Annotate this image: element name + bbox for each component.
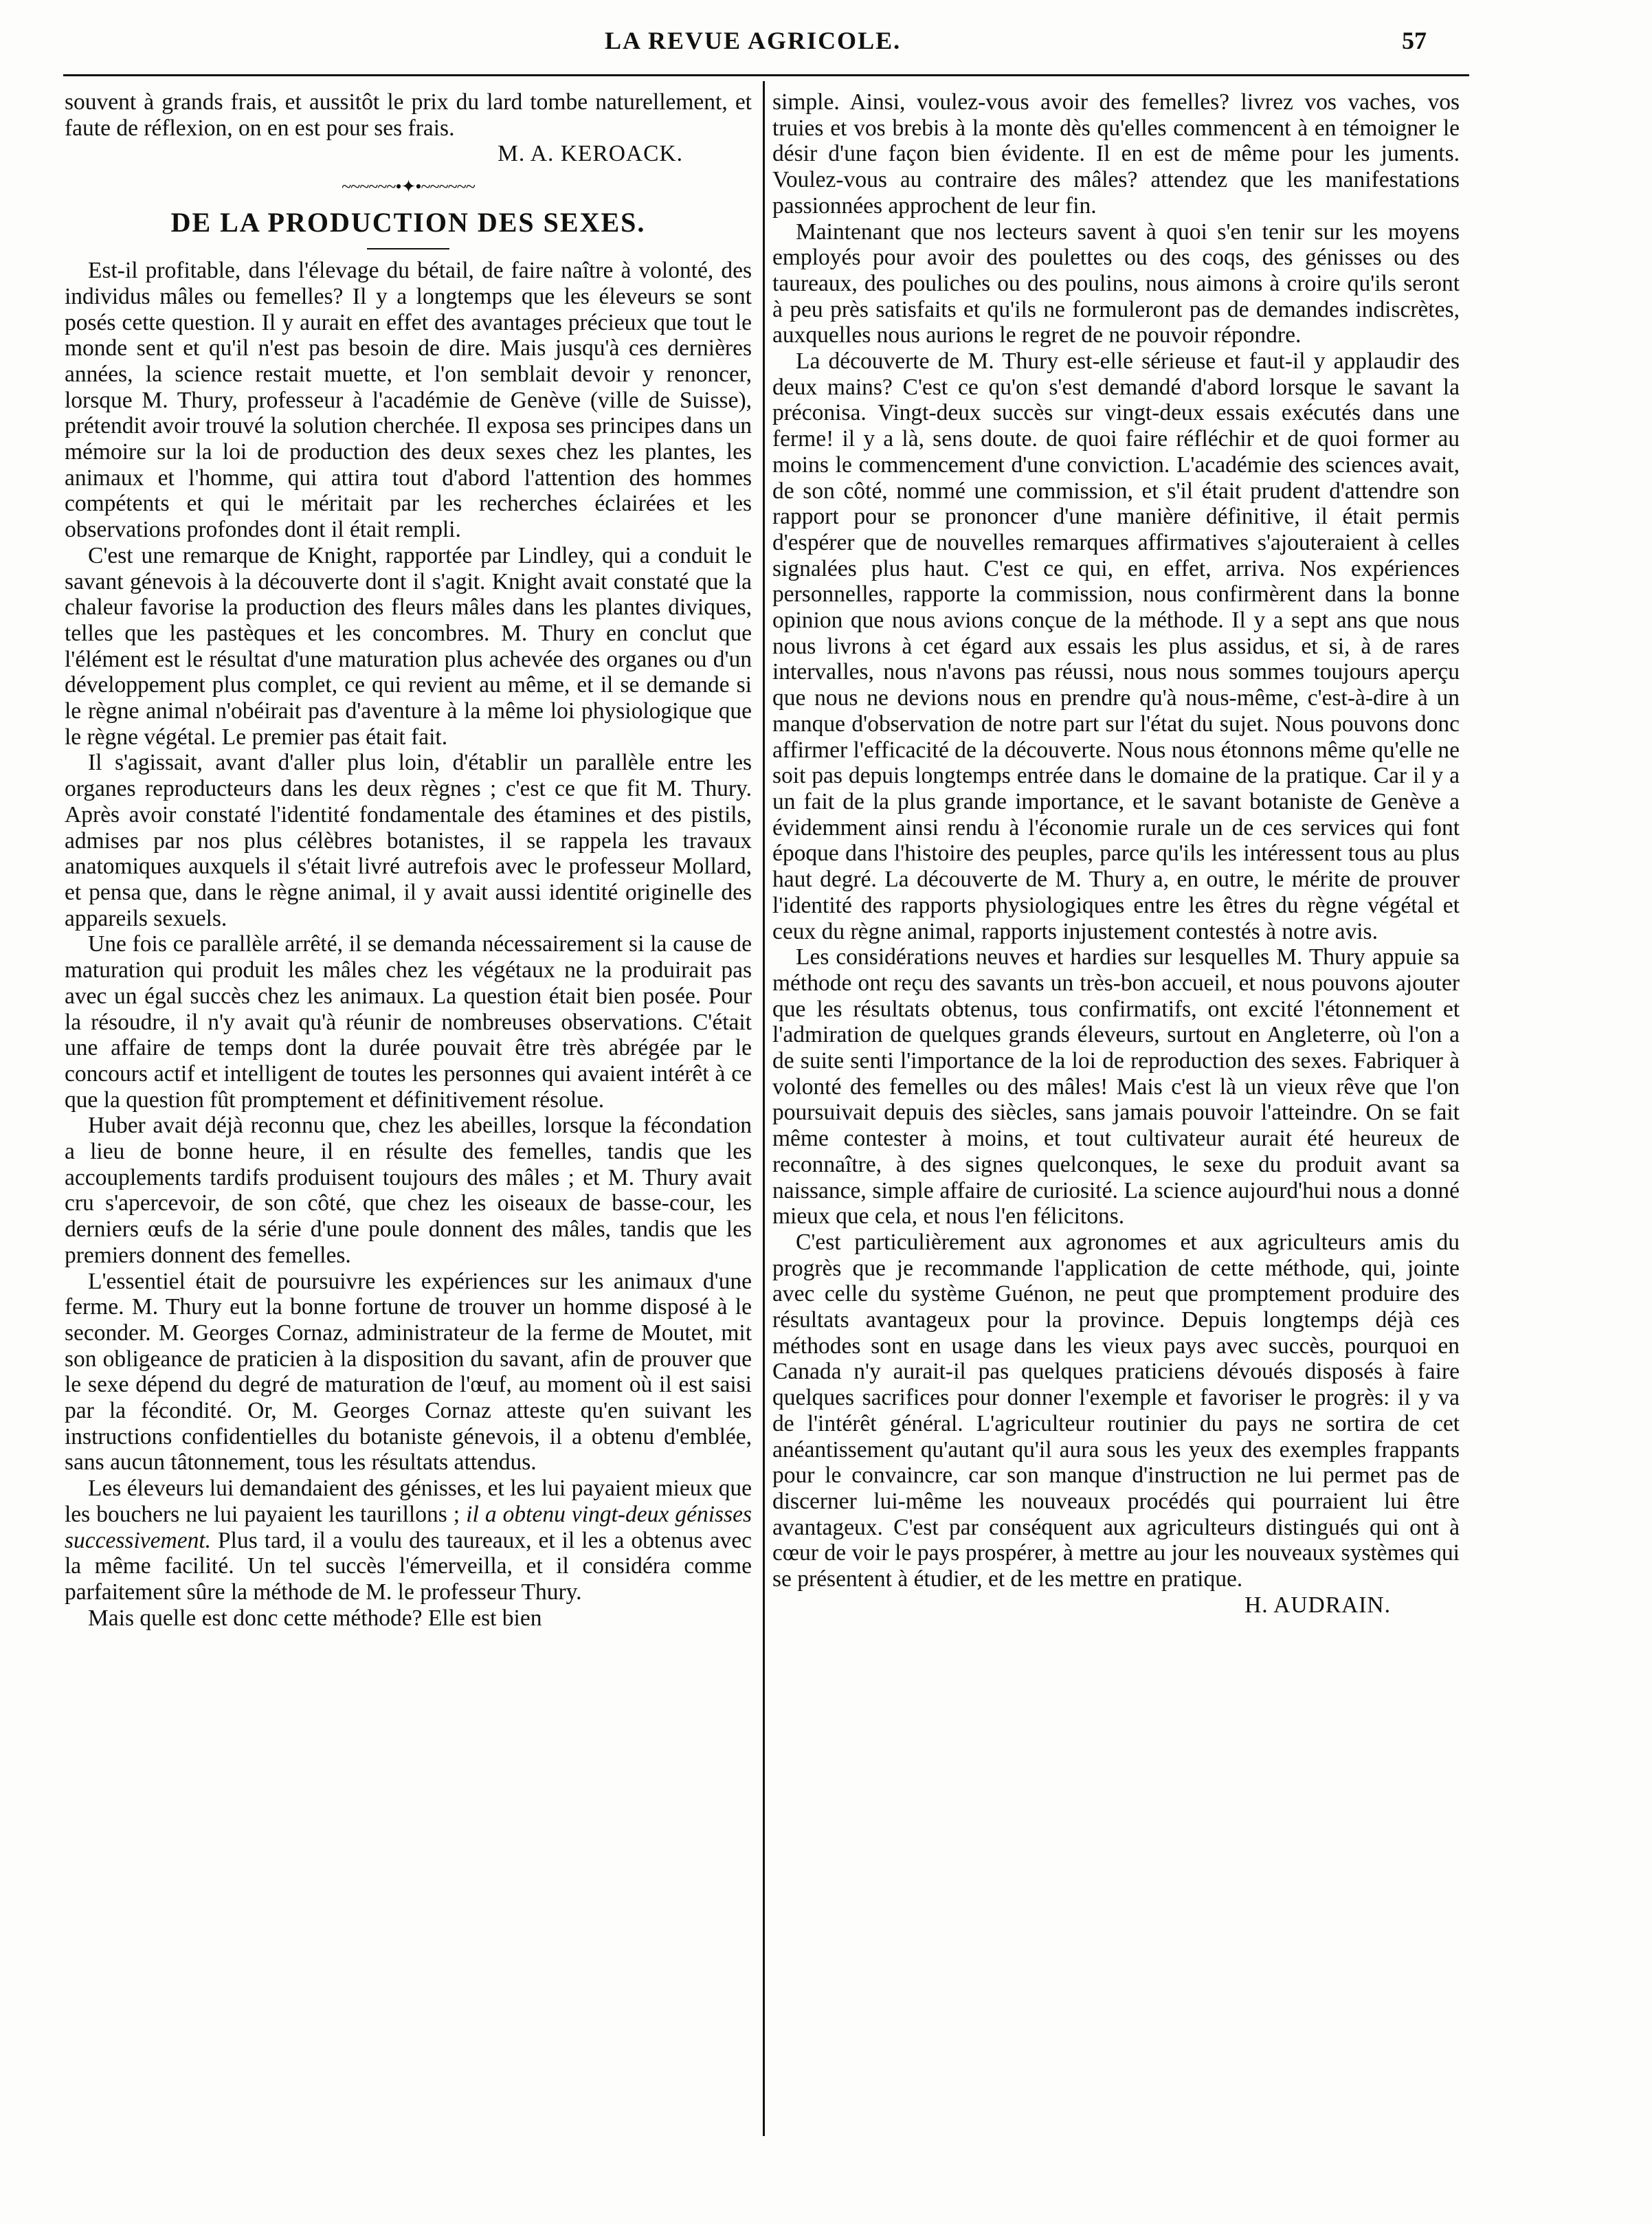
article-paragraph: Est-il profitable, dans l'élevage du bétail, de faire naître à volonté, des individus mâles ou femelles? Il y a longtemps que les éleveurs se sont posés cette question. Il y aurait en effet des avantages précieux que tout le monde sent et qu'il n'est pas besoin de dire. Mais jusqu'à ces dernières années, la science restait muette, et l'on semblait devoir y renoncer, lorsque M. Thury, professeur à l'académie de Genève (ville de Suisse), prétendit avoir trouvé la solution cherchée. Il exposa ses principes dans un mémoire sur la loi de production des deux sexes chez les plantes, les animaux et l'homme, qui attira tout d'abord l'attention des hommes compétents et qui le méritait par les recherches éclairées et les observations profondes dont il était rempli.: [65, 258, 752, 543]
article-paragraph: C'est une remarque de Knight, rapportée par Lindley, qui a conduit le savant génevois à la découverte dont il s'agit. Knight avait constaté que la chaleur favorise la production des fleurs mâles dans les plantes diviques, telles que les pastèques et les concombres. M. Thury en conclut que l'élément est le résultat d'une maturation plus achevée des organes ou d'un développement plus complet, ce qui revient au même, et il se demande si le règne animal n'obéirait pas d'aventure à la même loi physiologique que le règne végétal. Le premier pas était fait.: [65, 542, 752, 750]
article-paragraph: Maintenant que nos lecteurs savent à quoi s'en tenir sur les moyens employés pour avoir des poulettes ou des coqs, des génisses ou des taureaux, des pouliches ou des poulins, nous aimons à croire qu'ils seront à peu près satisfaits et qu'ils ne formuleront pas de demandes indiscrètes, auxquelles nous aurions le regret de ne pouvoir répondre.: [772, 219, 1460, 348]
paragraph-text: Les éleveurs lui demandaient des génisses, et les lui payaient mieux que les bouchers ne lui payaient les taurillons ;: [65, 1476, 752, 1527]
article-paragraph: Mais quelle est donc cette méthode? Elle est bien: [88, 1605, 542, 1631]
column-divider: [763, 81, 765, 2136]
left-column: [65, 89, 752, 1631]
article-paragraph: Il s'agissait, avant d'aller plus loin, d'établir un parallèle entre les organes reproducteurs dans les deux règnes ; c'est ce que fit M. Thury. Après avoir constaté l'identité fondamentale des étamines et des pistils, admises par nos plus célèbres botanistes, il se rappela les travaux anatomiques auxquels il s'était livré autrefois avec le professeur Mollard, et pensa que, dans le règne animal, il y avait aussi identité originelle des appareils sexuels.: [65, 750, 752, 931]
article-title: DE LA PRODUCTION DES SEXES.: [170, 207, 646, 238]
author-signature: H. AUDRAIN.: [1244, 1592, 1391, 1618]
page-number: 57: [1402, 27, 1427, 54]
continuation-paragraph: souvent à grands frais, et aussitôt le prix du lard tombe naturellement, et faute de réflexion, on en est pour ses frais.: [65, 89, 752, 141]
right-column: [772, 89, 1460, 1618]
article-paragraph: C'est particulièrement aux agronomes et aux agriculteurs amis du progrès que je recommande l'application de cette méthode, qui, jointe avec celle du système Guénon, ne peut que promptement produire des résultats avantageux pour la province. Depuis longtemps déjà ces méthodes sont en usage dans les vieux pays avec succès, pourquoi en Canada n'y aurait-il pas quelques praticiens dévoués disposés à faire quelques sacrifices pour donner l'exemple et favoriser le progrès: il y va de l'intérêt général. L'agriculteur routinier du pays ne sortira de cet anéantissement qu'autant qu'il aura sous les yeux des exemples frappants pour le convaincre, car son manque d'instruction ne lui permet pas de discerner lui-même les nouveaux procédés qui pourraient lui être avantageux. C'est par conséquent aux agriculteurs distingués qui ont à cœur de voir le pays prospérer, à mettre au jour les nouveaux systèmes qui se présentent à étudier, et de les mettre en pratique.: [772, 1229, 1460, 1592]
previous-article-signature-line: [65, 141, 752, 167]
article-paragraph: Les considérations neuves et hardies sur lesquelles M. Thury appuie sa méthode ont reçu des savants un très-bon accueil, et nous pouvons ajouter que les résultats obtenus, tous confirmatifs, ont excité l'étonnement et l'admiration de quelques grands éleveurs, surtout en Angleterre, où l'on a de suite senti l'importance de la loi de reproduction des sexes. Fabriquer à volonté des femelles ou des mâles! Mais c'est là un vieux rêve que l'on poursuivait depuis des siècles, sans jamais pouvoir l'atteindre. On se fait même contester à moins, et tout cultivateur aurait été heureux de reconnaître, à des signes quelconques, le sexe du produit avant sa naissance, simple affaire de curiosité. La science aujourd'hui nous a donné mieux que cela, et nous l'en félicitons.: [772, 944, 1460, 1230]
previous-article-signature: M. A. KEROACK.: [498, 141, 683, 167]
article-paragraph: [65, 1476, 752, 1605]
paragraph-text: Plus tard, il a voulu des taureaux, et il les a obtenus avec la même facilité. Un tel succès l'émerveilla, et il considéra comme parfaitement sûre la méthode de M. le professeur Thury.: [65, 1527, 752, 1605]
title-rule: [367, 248, 449, 249]
article-paragraph: simple. Ainsi, voulez-vous avoir des femelles? livrez vos vaches, vos truies et vos brebis à la monte dès qu'elles commencent à en témoigner le désir d'une façon bien évidente. Il en est de même pour les juments. Voulez-vous au contraire des mâles? attendez que les manifestations passionnées approchent de leur fin.: [772, 89, 1460, 219]
running-title: LA REVUE AGRICOLE.: [605, 27, 902, 54]
article-paragraph: Huber avait déjà reconnu que, chez les abeilles, lorsque la fécondation a lieu de bonne heure, il en résulte des femelles, tandis que les accouplements tardifs produisent toujours des mâles ; et M. Thury avait cru s'apercevoir, de son côté, que chez les oiseaux de basse-cour, les derniers œufs de la série d'une poule donnent des mâles, tandis que les premiers donnent des femelles.: [65, 1113, 752, 1268]
ornament-divider: ~~~~~~•✦•~~~~~~: [342, 177, 475, 197]
article-paragraph: L'essentiel était de poursuivre les expériences sur les animaux d'une ferme. M. Thury eut la bonne fortune de trouver un homme disposé à le seconder. M. Georges Cornaz, administrateur de la ferme de Moutet, mit son obligeance de praticien à la disposition du savant, afin de prouver que le sexe dépend du degré de maturation de l'œuf, au moment où il est saisi par la fécondité. Or, M. Georges Cornaz atteste qu'en suivant les instructions confidentielles du botaniste génevois, il a obtenu d'emblée, sans aucun tâtonnement, tous les résultats attendus.: [65, 1268, 752, 1476]
author-signature-line: [772, 1592, 1460, 1619]
italic-emphasis: il a obtenu vingt-deux génisses successivement.: [65, 1501, 752, 1553]
article-paragraph: La découverte de M. Thury est-elle sérieuse et faut-il y applaudir des deux mains? C'est ce qu'on s'est demandé d'abord lorsque le savant la préconisa. Vingt-deux succès sur vingt-deux essais exécutés dans une ferme! il y a là, sens doute. de quoi faire réfléchir et de quoi former au moins le commencement d'une conviction. L'académie des sciences avait, de son côté, nommé une commission, et s'il était prudent d'attendre son rapport pour se prononcer d'une manière définitive, il était permis d'espérer que de nouvelles remarques affirmatives s'ajouteraient à celles signalées plus haut. C'est ce qui, en effet, arriva. Nos expériences personnelles, rapporte la commission, nous confirmèrent dans la bonne opinion que nous avions conçue de la méthode. Il y a sept ans que nous nous livrons à cet égard aux essais les plus assidus, et si, à de rares intervalles, nous n'avons pas réussi, nous nous sommes toujours aperçu que nous ne devions nous en prendre qu'à nous-même, c'est-à-dire à un manque d'observation de notre part sur l'état du sujet. Nous pouvons donc affirmer l'efficacité de la découverte. Nous nous étonnons même qu'elle ne soit pas depuis longtemps entrée dans le domaine de la pratique. Car il y a un fait de la plus grande importance, et le savant botaniste de Genève a évidemment ainsi rendu à l'économie rurale un de ces services qui font époque dans l'histoire des peuples, parce qu'ils les intéressent tous au plus haut degré. La découverte de M. Thury a, en outre, le mérite de prouver l'identité des rapports physiologiques entre les êtres du règne végétal et ceux du règne animal, rapports injustement contestés à notre avis.: [772, 348, 1460, 944]
article-paragraph: Une fois ce parallèle arrêté, il se demanda nécessairement si la cause de maturation qui produit les mâles chez les végétaux ne la produirait pas avec un égal succès chez les animaux. La question était bien posée. Pour la résoudre, il n'y avait qu'à réunir de nombreuses observations. C'était une affaire de temps dont la durée pouvait être très abrégée par le concours actif et intelligent de toutes les personnes qui avaient intérêt à ce que la question fût promptement et définitivement résolue.: [65, 931, 752, 1113]
header-rule: [63, 74, 1469, 76]
